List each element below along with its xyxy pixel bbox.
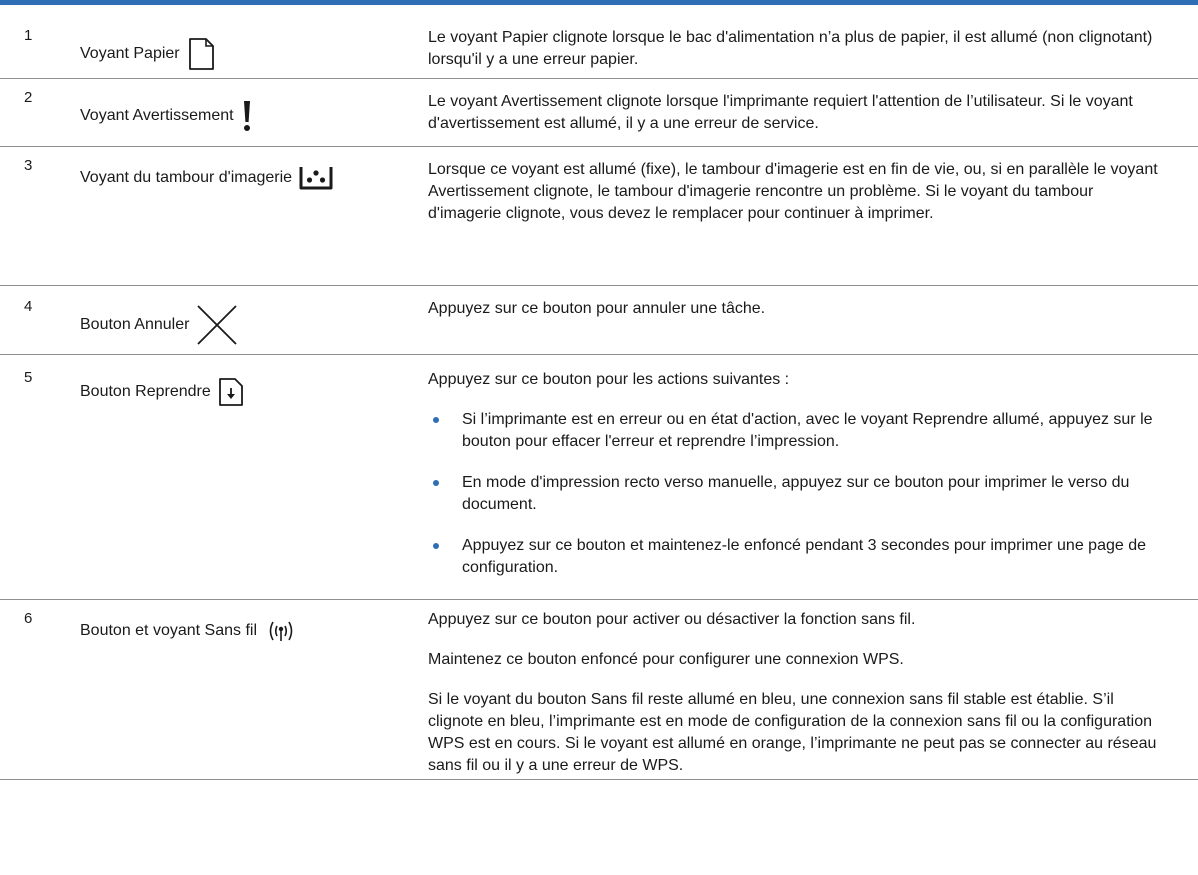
row-label (80, 619, 299, 643)
row-label-text: Bouton Reprendre (80, 383, 211, 400)
bullet-item (428, 472, 1168, 516)
row-description (428, 298, 1168, 320)
row-number: 5 (24, 369, 33, 386)
table-row (0, 286, 1198, 355)
row-label (80, 165, 334, 191)
control-panel-table (0, 5, 1198, 780)
table-row (0, 79, 1198, 147)
table-row (0, 355, 1198, 600)
paper-icon (186, 37, 216, 71)
row-number: 3 (24, 157, 33, 174)
row-label-text: Bouton et voyant Sans fil (80, 622, 257, 639)
wireless-icon (263, 619, 299, 643)
resume-icon (217, 377, 245, 407)
row-number: 2 (24, 89, 33, 106)
cancel-x-icon (195, 304, 239, 346)
row-label (80, 377, 245, 407)
row-number: 1 (24, 27, 33, 44)
description-text: Le voyant Papier clignote lorsque le bac d'alimentation n’a plus de papier, il est allumé (non clignotant) lorsqu'il y a une erreur papier. (428, 29, 1153, 68)
row-label (80, 37, 216, 71)
row-description (428, 91, 1168, 135)
row-number: 6 (24, 610, 33, 627)
row-description (428, 369, 1168, 579)
description-intro: Appuyez sur ce bouton pour les actions suivantes : (428, 371, 790, 388)
imaging-drum-icon (298, 165, 334, 191)
row-description (428, 159, 1168, 225)
row-label (80, 99, 254, 133)
bullet-dot (433, 543, 439, 549)
bullet-text: Si l’imprimante est en erreur ou en état d'action, avec le voyant Reprendre allumé, appuyez sur le bouton pour effacer l'erreur et reprendre l’impression. (462, 411, 1153, 450)
row-number: 4 (24, 298, 33, 315)
row-description (428, 27, 1168, 71)
description-text: Appuyez sur ce bouton pour activer ou désactiver la fonction sans fil. (428, 611, 916, 628)
bullet-item (428, 409, 1168, 453)
description-text: Le voyant Avertissement clignote lorsque l'imprimante requiert l'attention de l’utilisateur. Si le voyant d'avertissement est allumé, il y a une erreur de service. (428, 93, 1133, 132)
bullet-dot (433, 480, 439, 486)
row-description (428, 609, 1168, 777)
description-text: Si le voyant du bouton Sans fil reste allumé en bleu, une connexion sans fil stable est établie. S’il clignote en bleu, l’imprimante est en mode de configuration de la connexion sans fil ou la configuration WPS est en cours. Si le voyant est allumé en orange, l’imprimante ne peut pas se connecter au réseau sans fil ou il y a une erreur de WPS. (428, 691, 1157, 774)
table-row (0, 600, 1198, 780)
bullet-text: En mode d'impression recto verso manuelle, appuyez sur ce bouton pour imprimer le verso du document. (462, 474, 1130, 513)
row-label-text: Bouton Annuler (80, 316, 190, 333)
description-text: Appuyez sur ce bouton pour annuler une tâche. (428, 300, 766, 317)
table-row (0, 5, 1198, 79)
bullet-dot (433, 417, 439, 423)
description-text: Lorsque ce voyant est allumé (fixe), le tambour d'imagerie est en fin de vie, ou, si en parallèle le voyant Avertissement clignote, le tambour d'imagerie rencontre un problème. Si le voyant du tambour d'imagerie clignote, vous devez le remplacer pour continuer à imprimer. (428, 161, 1158, 222)
row-label-text: Voyant Papier (80, 45, 180, 62)
bullet-item (428, 535, 1168, 579)
row-label-text: Voyant Avertissement (80, 107, 234, 124)
row-label-text: Voyant du tambour d'imagerie (80, 169, 293, 186)
bullet-text: Appuyez sur ce bouton et maintenez-le enfoncé pendant 3 secondes pour imprimer une page de configuration. (462, 537, 1146, 576)
description-text: Maintenez ce bouton enfoncé pour configurer une connexion WPS. (428, 651, 904, 668)
exclamation-icon (240, 99, 254, 133)
row-label (80, 304, 239, 346)
table-row (0, 147, 1198, 286)
